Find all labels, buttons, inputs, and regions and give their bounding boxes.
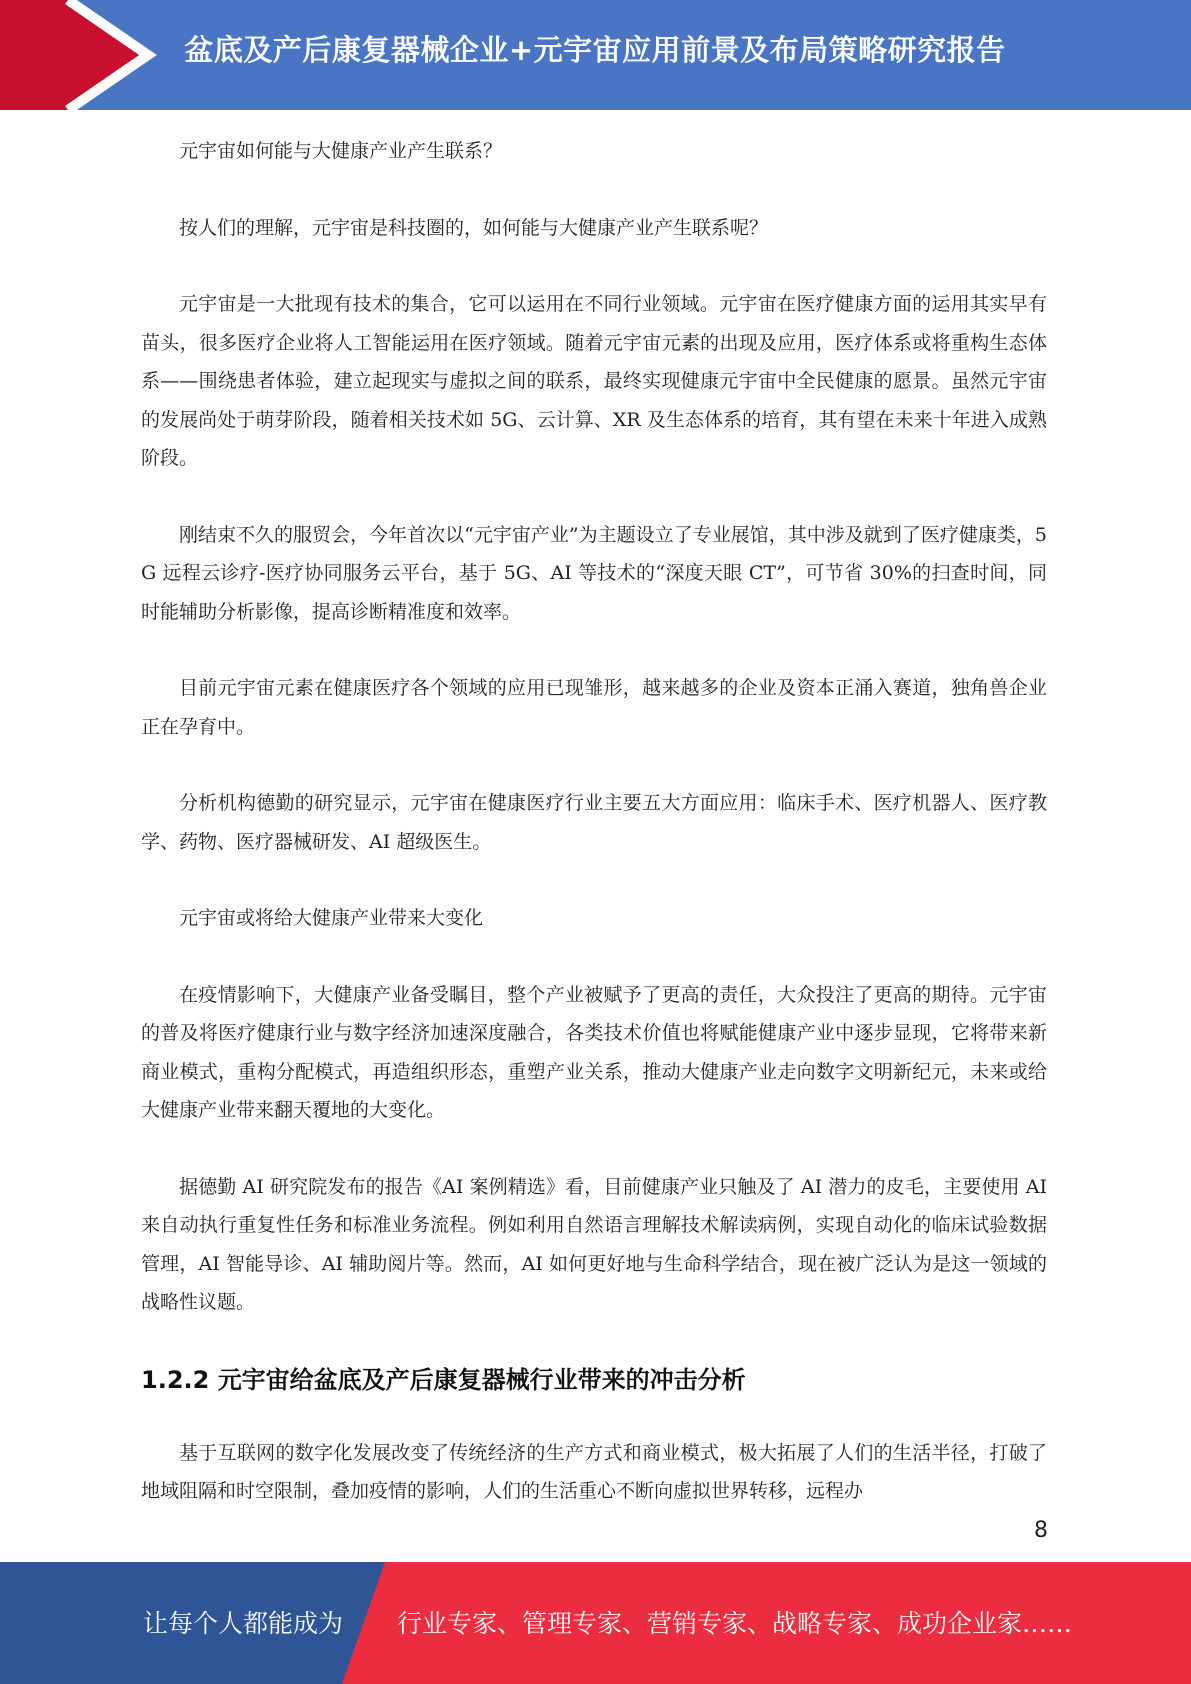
page-number: 8 (1034, 1518, 1048, 1543)
paragraph: 按人们的理解，元宇宙是科技圈的，如何能与大健康产业产生联系呢？ (179, 216, 769, 239)
paragraph: 元宇宙如何能与大健康产业产生联系？ (179, 140, 503, 162)
paragraph: 在疫情影响下，大健康产业备受瞩目，整个产业被赋予了更高的责任，大众投注了更高的期待。元宇宙的普及将医疗健康行业与数字经济加速深度融合，各类技术价值也将赋能健康产业中逐步显现，它将带来新商业模式，重构分配模式，再造组织形态，重塑产业关系，推动大健康产业走向数字文明新纪元，未来或给大健康产业带来翻天覆地的大变化。 (141, 983, 1047, 1121)
paragraph: 据德勤 AI 研究院发布的报告《AI 案例精选》看，目前健康产业只触及了 AI 潜力的皮毛，主要使用 AI 来自动执行重复性任务和标准业务流程。例如利用自然语言理解技术解读病例，实现自动化的临床试验数据管理，AI 智能导诊、AI 辅助阅片等。然而，AI 如何更好地与生命科学结合，现在被广泛认为是这一领域的战略性议题。 (141, 1175, 1047, 1313)
paragraph: 刚结束不久的服贸会，今年首次以“元宇宙产业”为主题设立了专业展馆，其中涉及就到了医疗健康类，5G 远程云诊疗-医疗协同服务云平台，基于 5G、AI 等技术的“深度天眼 CT”，可节省 30%的扫查时间，同时能辅助分析影像，提高诊断精准度和效率。 (141, 523, 1047, 623)
page-footer (0, 1562, 1191, 1684)
page-header (0, 0, 1191, 110)
page-body (141, 132, 1047, 1549)
paragraph: 分析机构德勤的研究显示，元宇宙在健康医疗行业主要五大方面应用：临床手术、医疗机器人、医疗教学、药物、医疗器械研发、AI 超级医生。 (141, 792, 1047, 853)
paragraph: 目前元宇宙元素在健康医疗各个领域的应用已现雏形，越来越多的企业及资本正涌入赛道，独角兽企业正在孕育中。 (141, 677, 1047, 738)
report-title: 盆底及产后康复器械企业+元宇宙应用前景及布局策略研究报告 (184, 33, 1006, 67)
footer-slogan-right: 行业专家、管理专家、营销专家、战略专家、成功企业家…… (397, 1609, 1073, 1638)
paragraph: 基于互联网的数字化发展改变了传统经济的生产方式和商业模式，极大拓展了人们的生活半径，打破了地域阻隔和时空限制，叠加疫情的影响，人们的生活重心不断向虚拟世界转移，远程办 (141, 1441, 1047, 1502)
section-heading: 1.2.2 元宇宙给盆底及产后康复器械行业带来的冲击分析 (141, 1365, 746, 1394)
footer-slogan-left: 让每个人都能成为 (143, 1609, 344, 1638)
paragraph: 元宇宙或将给大健康产业带来大变化 (179, 907, 484, 929)
paragraph: 元宇宙是一大批现有技术的集合，它可以运用在不同行业领域。元宇宙在医疗健康方面的运用其实早有苗头，很多医疗企业将人工智能运用在医疗领域。随着元宇宙元素的出现及应用，医疗体系或将重构生态体系——围绕患者体验，建立起现实与虚拟之间的联系，最终实现健康元宇宙中全民健康的愿景。虽然元宇宙的发展尚处于萌芽阶段，随着相关技术如 5G、云计算、XR 及生态体系的培育，其有望在未来十年进入成熟阶段。 (141, 293, 1047, 469)
